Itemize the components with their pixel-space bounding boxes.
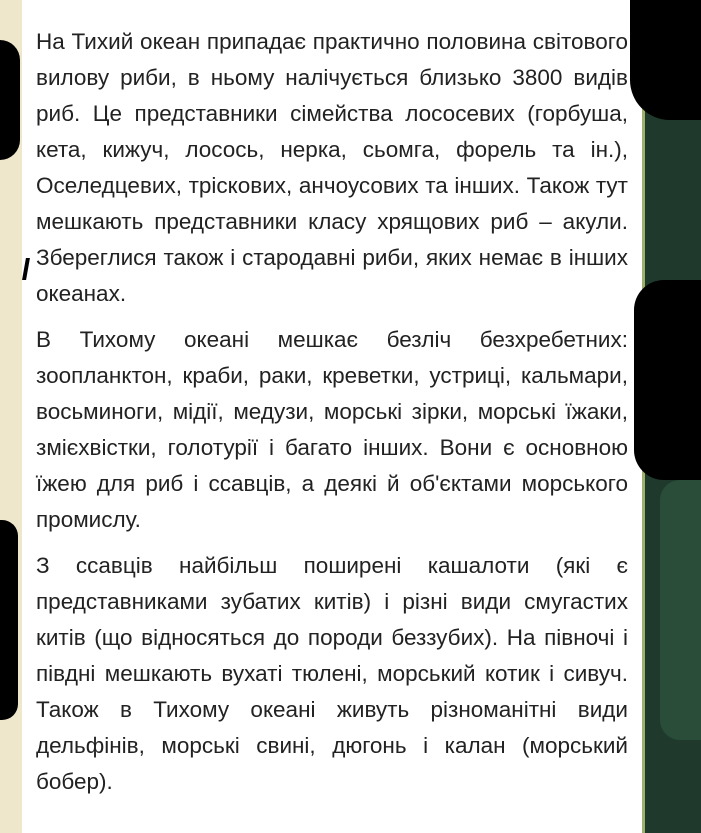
redaction-blob-top-right [630, 0, 701, 120]
paragraph-invertebrates: В Тихому океані мешкає безліч безхребетних: зоопланктон, краби, раки, креветки, устриці, кальмари, восьминоги, мідії, медузи, морські зірки, морські їжаки, змієхвістки, голотурії і багато інших. Вони є основною їжею для риб і ссавців, а деякі й об'єктами морського промислу. [36, 327, 628, 532]
paragraph-fish: На Тихий океан припадає практично половина світового вилову риби, в ньому налічується близько 3800 видів риб. Це представники сімейства лососевих (горбуша, кета, кижуч, лосось, нерка, сьомга, форель та ін.), Оселедцевих, тріскових, анчоусових та інших. Також тут мешкають представники класу хрящових риб – акули. Збереглися також і стародавні риби, яких немає в інших океанах. [36, 29, 628, 306]
document-text [36, 24, 628, 810]
paragraph-mammals: З ссавців найбільш поширені кашалоти (які є представниками зубатих китів) і різні види смугастих китів (що відносяться до породи беззубих). На півночі і півдні мешкають вухаті тюлені, морський котик і сивуч. Також в Тихому океані живуть різноманітні види дельфінів, морські свині, дюгонь і калан (морський бобер). [36, 553, 628, 794]
redaction-blob-left-bottom [0, 520, 18, 720]
redaction-blob-left-top [0, 40, 20, 160]
redaction-blob-right [634, 280, 701, 480]
green-decoration [660, 480, 701, 740]
